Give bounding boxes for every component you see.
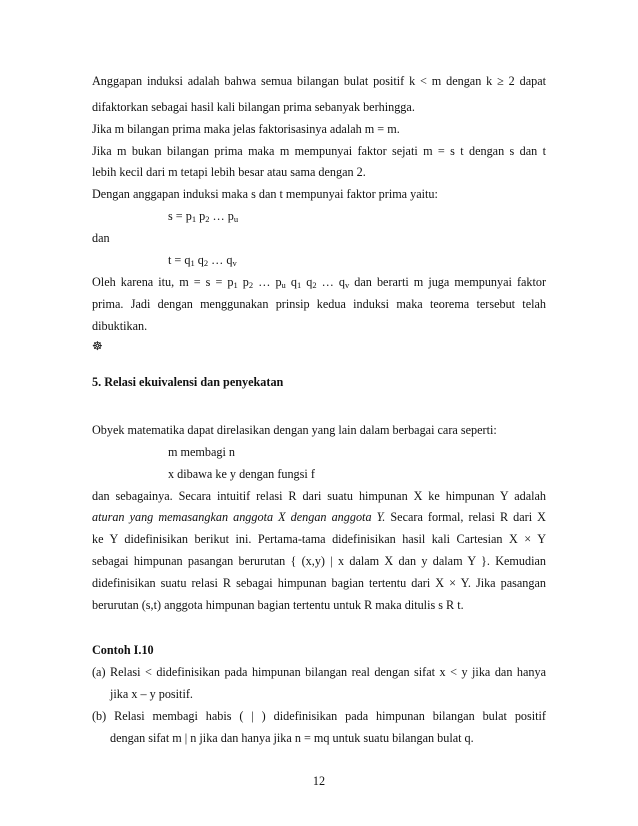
paragraph-line: berurutan (s,t) anggota himpunan bagian tertentu untuk R maka ditulis s R t. [92,598,464,612]
paragraph-line: dan sebagainya. Secara intuitif relasi R dari suatu himpunan X ke himpunan Y adalah [92,489,546,503]
paragraph-line: sebagai himpunan pasangan berurutan { (x,y) | x dalam X dan y dalam Y }. Kemudian [92,554,546,568]
paragraph-line: Anggapan induksi adalah bahwa semua bilangan bulat positif k < m dengan k ≥ 2 dapat [92,74,546,88]
italic-phrase: aturan yang memasangkan anggota X dengan anggota Y. [92,510,386,524]
paragraph-line: prima. Jadi dengan menggunakan prinsip kedua induksi maka teorema tersebut telah [92,297,546,311]
paragraph-line: ke Y didefinisikan berikut ini. Pertama-tama didefinisikan hasil kali Cartesian X × Y [92,532,546,546]
paragraph-line: didefinisikan suatu relasi R sebagai himpunan bagian tertentu dari X × Y. Jika pasangan [92,576,546,590]
example-heading: Contoh I.10 [92,643,154,657]
paragraph-line: Obyek matematika dapat direlasikan dengan yang lain dalam berbagai cara seperti: [92,423,497,437]
paragraph-line: lebih kecil dari m tetapi lebih besar atau sama dengan 2. [92,165,366,179]
example-item-b: (b) Relasi membagi habis ( | ) didefinisikan pada himpunan bilangan bulat positif [92,709,546,723]
equation-s: $s = p_1$ $p_2$ … $p_u$ [168,209,239,224]
page-number: 12 [312,774,326,788]
equation-t: $t = q_1$ $q_2$ … $q_v$ [168,253,237,268]
section-heading: 5. Relasi ekuivalensi dan penyekatan [92,375,284,389]
example-item-b-cont: dengan sifat m | n jika dan hanya jika n = mq untuk suatu bilangan bulat q. [110,731,474,745]
example-item: m membagi n [168,445,236,459]
connector-text: dan [92,231,110,245]
paragraph-line: Jika m bilangan prima maka jelas faktorisasinya adalah m = m. [92,122,400,136]
paragraph-line: Dengan anggapan induksi maka s dan t mempunyai faktor prima yaitu: [92,187,438,201]
paragraph-line: Jika m bukan bilangan prima maka m mempunyai faktor sejati m = s t dengan s dan t [92,144,546,158]
paragraph-line: aturan yang memasangkan anggota X dengan anggota Y. Secara formal, relasi R dari X [92,510,546,524]
example-item-a: (a) Relasi < didefinisikan pada himpunan bilangan real dengan sifat x < y jika dan hanya [92,665,546,679]
paragraph-line: dibuktikan. [92,319,148,333]
paragraph-line: Oleh karena itu, $m = s = p_1$ $p_2$ … $p_u$ $q_1$ $q_2$ … $q_v$ dan berarti m juga mempunyai faktor [92,275,547,290]
paragraph-line: difaktorkan sebagai hasil kali bilangan prima sebanyak berhingga. [92,100,415,114]
example-item-a-cont: jika x – y positif. [110,687,193,701]
example-item: x dibawa ke y dengan fungsi f [168,467,315,481]
qed-icon: ☸ [92,339,103,353]
